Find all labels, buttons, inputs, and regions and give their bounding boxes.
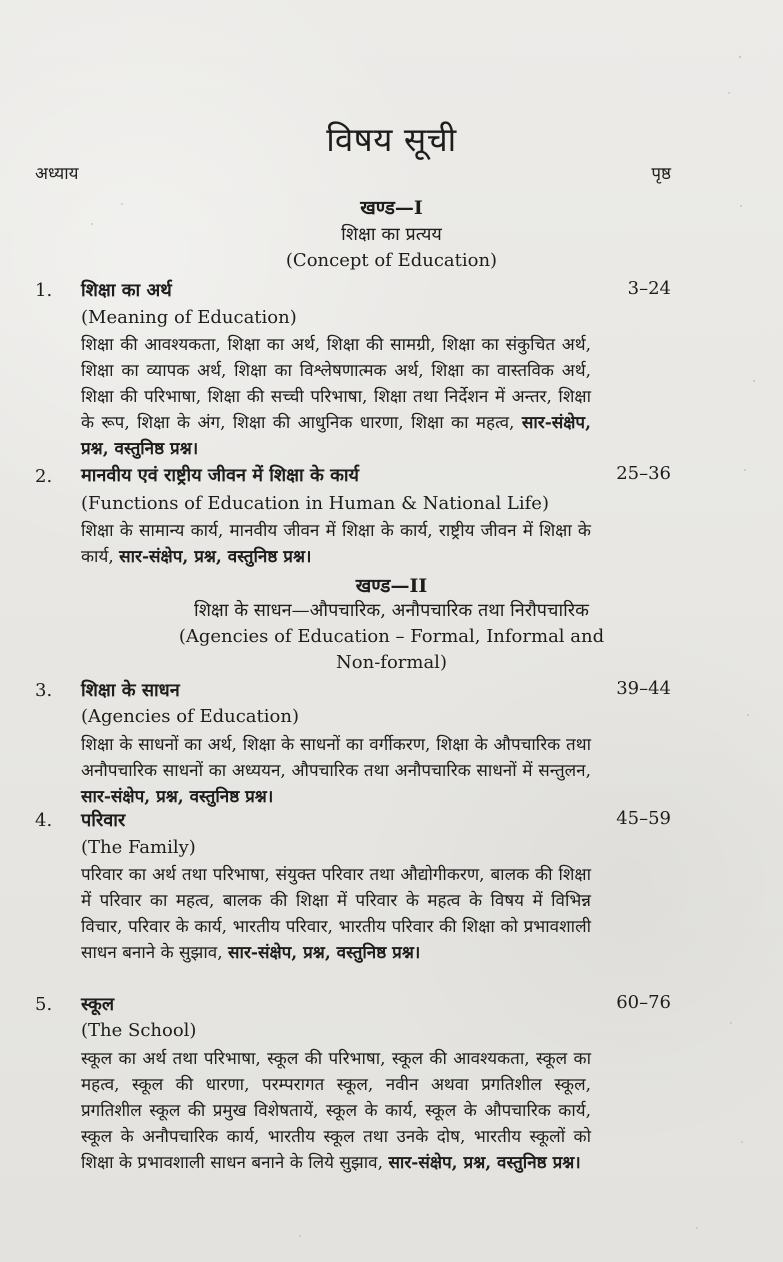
entry-3-english-title: (Agencies of Education) [81, 706, 299, 727]
entry-4-pages: 45–59 [616, 808, 671, 829]
entry-2-summary: सार-संक्षेप, प्रश्न, वस्तुनिष्ठ प्रश्न। [119, 547, 312, 567]
entry-4-title: परिवार [81, 810, 126, 831]
page-title: विषय सूची [326, 120, 457, 159]
page-column-label: पृष्ठ [651, 164, 671, 184]
entry-1-summary: सार-संक्षेप, प्रश्न, वस्तुनिष्ठ प्रश्न। [81, 413, 592, 459]
entry-5-description-text: स्कूल का अर्थ तथा परिभाषा, स्कूल की परिभाषा, स्कूल की आवश्यकता, स्कूल का महत्व, स्कूल की धारणा, परम्परागत स्कूल, नवीन अथवा प्रगतिशील स्कूल, प्रगतिशील स्कूल की प्रमुख विशेषतायें, स्कूल के कार्य, स्कूल के औपचारिक कार्य, स्कूल के अनौपचारिक कार्य, भारतीय स्कूल तथा उनके दोष, भारतीय स्कूलों को शिक्षा के प्रभावशाली साधन बनाने के लिये सुझाव, [81, 1049, 591, 1173]
section-2-title: शिक्षा के साधन—औपचारिक, अनौपचारिक तथा निरौपचारिक [194, 600, 589, 621]
entry-3-description [81, 732, 591, 810]
entry-5-summary: सार-संक्षेप, प्रश्न, वस्तुनिष्ठ प्रश्न। [388, 1153, 581, 1173]
entry-5-title: स्कूल [81, 994, 115, 1015]
section-2-english-line-1: (Agencies of Education – Formal, Informal and [178, 626, 605, 647]
entry-2-pages: 25–36 [616, 463, 671, 484]
entry-2-number: 2. [35, 466, 53, 487]
chapter-column-label: अध्याय [35, 164, 79, 184]
entry-1-description [81, 332, 591, 462]
entry-4-description-text: परिवार का अर्थ तथा परिभाषा, संयुक्त परिवार तथा औद्योगीकरण, बालक की शिक्षा में परिवार का महत्व, बालक की शिक्षा में परिवार के महत्व के विषय में विभिन्न विचार, परिवार के कार्य, भारतीय परिवार, भारतीय परिवार की शिक्षा को प्रभावशाली साधन बनाने के सुझाव, [81, 865, 591, 963]
entry-3-summary: सार-संक्षेप, प्रश्न, वस्तुनिष्ठ प्रश्न। [81, 787, 274, 807]
entry-1-pages: 3–24 [627, 278, 671, 299]
section-1-label: खण्ड—I [360, 197, 423, 219]
entry-3-pages: 39–44 [616, 678, 671, 699]
entry-2-title: मानवीय एवं राष्ट्रीय जीवन में शिक्षा के कार्य [81, 465, 359, 486]
entry-4-summary: सार-संक्षेप, प्रश्न, वस्तुनिष्ठ प्रश्न। [228, 943, 421, 963]
entry-1-title: शिक्षा का अर्थ [81, 280, 172, 301]
entry-5-number: 5. [35, 994, 53, 1015]
entry-3-number: 3. [35, 680, 53, 701]
section-1-title: शिक्षा का प्रत्यय [341, 224, 442, 245]
entry-2-description [81, 518, 591, 570]
entry-4-english-title: (The Family) [81, 837, 196, 858]
entry-5-description [81, 1046, 591, 1176]
section-2-label: खण्ड—II [355, 575, 428, 597]
entry-1-number: 1. [35, 280, 53, 301]
entry-4-description [81, 862, 591, 966]
entry-1-description-text: शिक्षा की आवश्यकता, शिक्षा का अर्थ, शिक्षा की सामग्री, शिक्षा का संकुचित अर्थ, शिक्षा का व्यापक अर्थ, शिक्षा का विश्लेषणात्मक अर्थ, शिक्षा का वास्तविक अर्थ, शिक्षा की परिभाषा, शिक्षा की सच्ची परिभाषा, शिक्षा तथा निर्देशन में अन्तर, शिक्षा के रूप, शिक्षा के अंग, शिक्षा की आधुनिक धारणा, शिक्षा का महत्व, [81, 335, 591, 433]
entry-3-title: शिक्षा के साधन [81, 680, 180, 701]
entry-3-description-text: शिक्षा के साधनों का अर्थ, शिक्षा के साधनों का वर्गीकरण, शिक्षा के औपचारिक तथा अनौपचारिक साधनों का अध्ययन, औपचारिक तथा अनौपचारिक साधनों में सन्तुलन, [81, 735, 591, 781]
entry-5-pages: 60–76 [616, 992, 671, 1013]
entry-4-number: 4. [35, 810, 53, 831]
section-1-english-title: (Concept of Education) [285, 250, 498, 271]
entry-1-english-title: (Meaning of Education) [81, 307, 297, 328]
entry-2-description-text: शिक्षा के सामान्य कार्य, मानवीय जीवन में शिक्षा के कार्य, राष्ट्रीय जीवन में शिक्षा के कार्य, [81, 521, 591, 567]
section-2-english-line-2: Non-formal) [336, 652, 447, 673]
entry-2-english-title: (Functions of Education in Human & National Life) [81, 493, 549, 514]
entry-5-english-title: (The School) [81, 1020, 197, 1041]
